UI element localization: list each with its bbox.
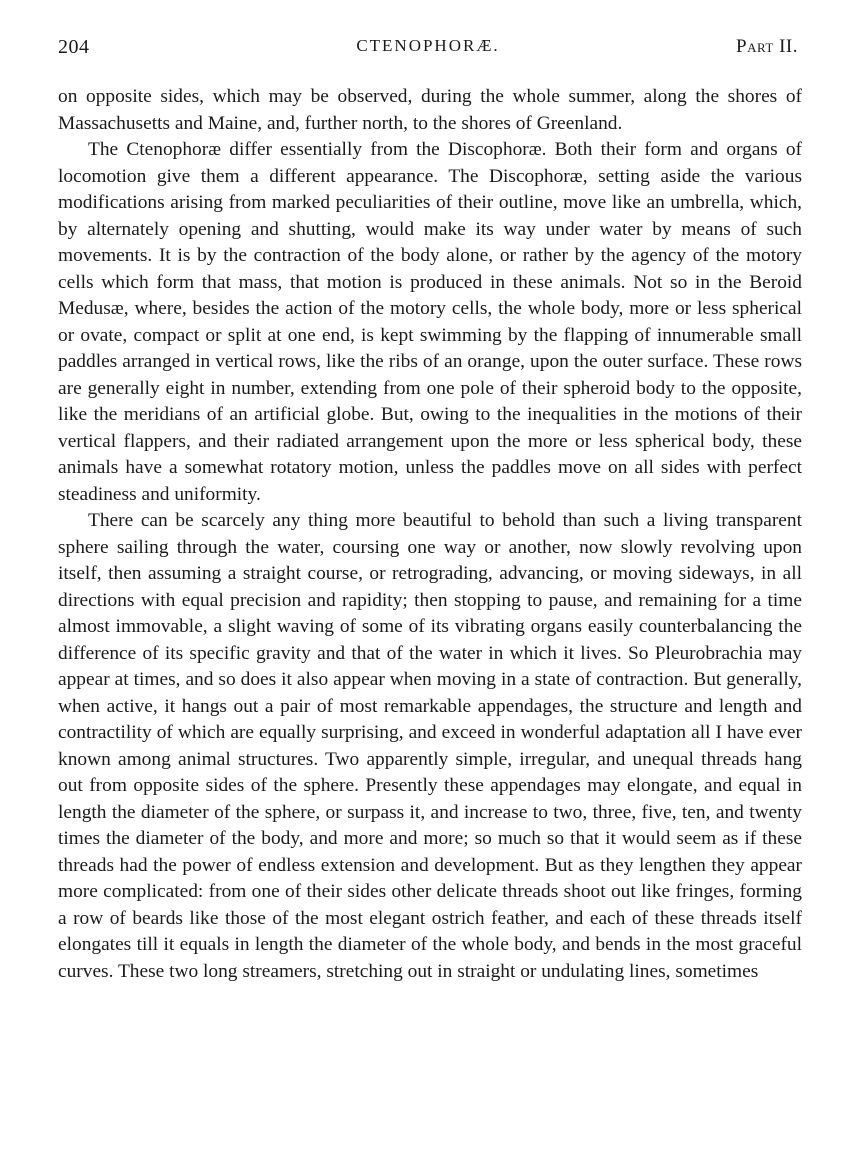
part-label: Part II. <box>736 36 798 57</box>
body-text <box>58 84 802 985</box>
paragraph: There can be scarcely any thing more beautiful to behold than such a living transparent sphere sailing through the water, coursing one way or another, now slowly revolving upon itself, then assuming a straight course, or retrograding, advancing, or moving sideways, in all directions with equal precision and rapidity; then stopping to pause, and remaining for a time almost immovable, a slight waving of some of its vibrating organs easily counterbalancing the difference of its specific gravity and that of the water in which it lives. So Pleurobrachia may appear at times, and so does it also appear when moving in a state of contraction. But generally, when active, it hangs out a pair of most remarkable appendages, the structure and length and contractility of which are equally surprising, and exceed in wonderful adaptation all I have ever known among animal structures. Two apparently simple, irregular, and unequal threads hang out from opposite sides of the sphere. Presently these appendages may elongate, and equal in length the diameter of the sphere, or surpass it, and increase to two, three, five, ten, and twenty times the diameter of the body, and more and more; so much so that it would seem as if these threads had the power of endless extension and development. But as they lengthen they appear more complicated: from one of their sides other delicate threads shoot out like fringes, forming a row of beards like those of the most elegant ostrich feather, and each of these threads itself elongates till it equals in length the diameter of the whole body, and bends in the most graceful curves. These two long streamers, stretching out in straight or undulating lines, sometimes <box>58 510 802 982</box>
running-head <box>58 36 798 66</box>
paragraph-continued: on opposite sides, which may be observed, during the whole summer, along the shores of Massachusetts and Maine, and, further north, to the shores of Greenland. <box>58 86 802 134</box>
running-title: CTENOPHORÆ. <box>356 36 500 55</box>
paragraph: The Ctenophoræ differ essentially from the Discophoræ. Both their form and organs of locomotion give them a different appearance. The Discophoræ, setting aside the various modifications arising from marked peculiarities of their outline, move like an umbrella, which, by alternately opening and shutting, would make its way under water by means of such movements. It is by the contraction of the body alone, or rather by the agency of the motory cells which form that mass, that motion is produced in these animals. Not so in the Beroid Medusæ, where, besides the action of the motory cells, the whole body, more or less spherical or ovate, compact or split at one end, is kept swimming by the flapping of innumerable small paddles arranged in vertical rows, like the ribs of an orange, upon the outer surface. These rows are generally eight in number, extending from one pole of their spheroid body to the opposite, like the meridians of an artificial globe. But, owing to the inequalities in the motions of their vertical flappers, and their radiated arrangement upon the more or less spherical body, these animals have a somewhat rotatory motion, unless the paddles move on all sides with perfect steadiness and uniformity. <box>58 139 802 505</box>
page-number: 204 <box>58 36 90 58</box>
